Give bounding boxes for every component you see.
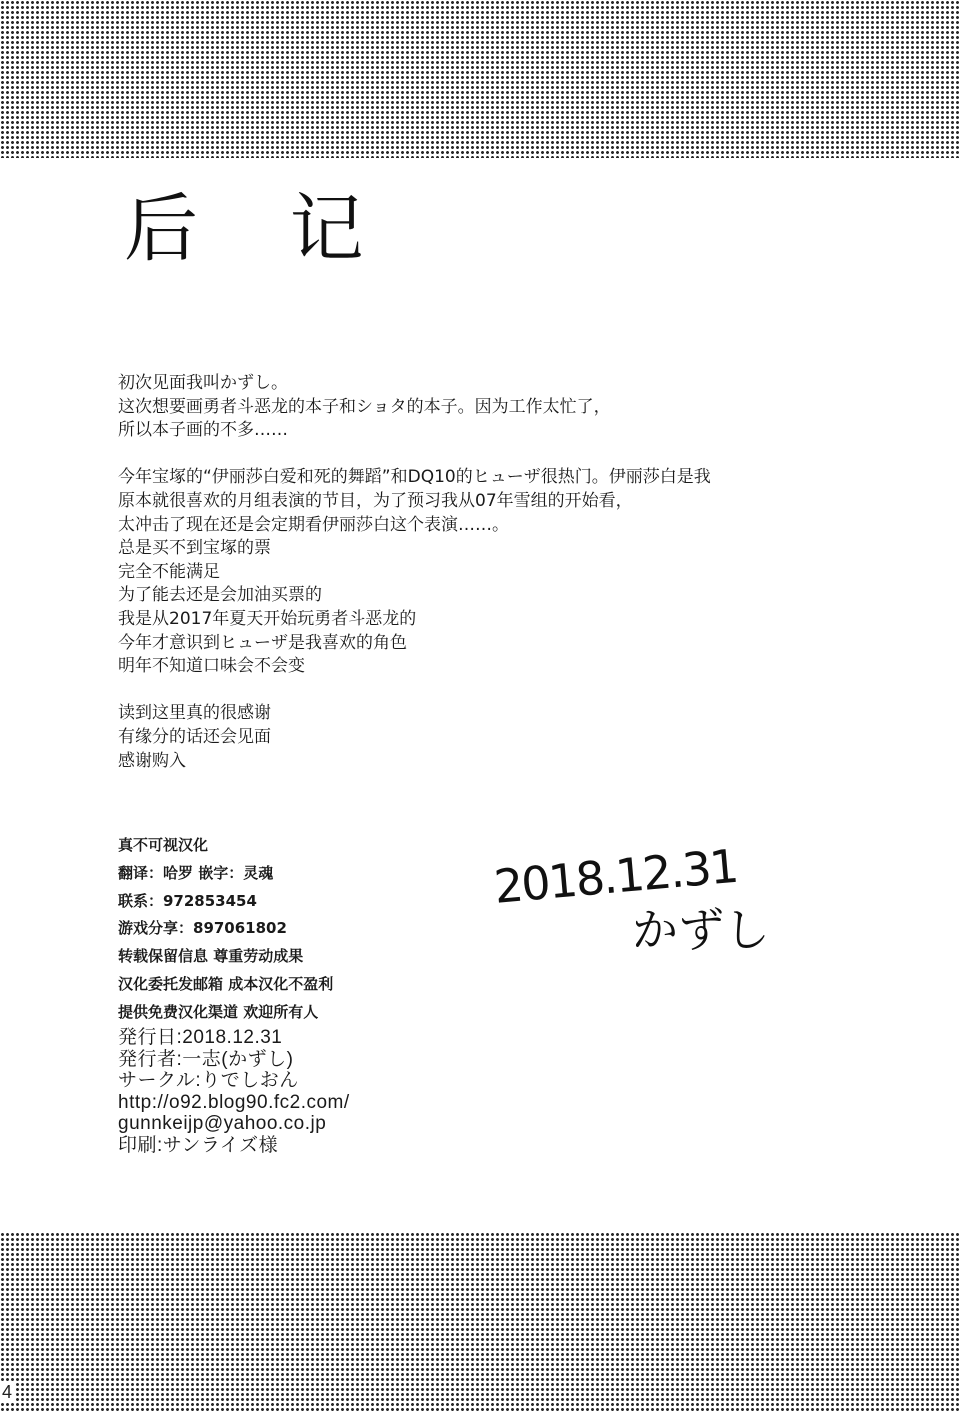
text-line: 完全不能满足 (118, 561, 220, 582)
afterword-text (118, 372, 711, 773)
text-line: 有缘分的话还会见面 (118, 726, 271, 747)
text-line: 我是从2017年夏天开始玩勇者斗恶龙的 (118, 608, 417, 629)
colophon-line: 発行日:2018.12.31 (118, 1027, 283, 1048)
paragraph-gap (118, 443, 711, 467)
colophon-line: サークル:りでしおん (118, 1070, 299, 1091)
signature-name: かずし (632, 903, 770, 957)
credit-line: 联系：972853454 (118, 891, 257, 910)
credit-line: 翻译：哈罗 嵌字：灵魂 (118, 863, 274, 882)
page-title: 后 记 (124, 186, 398, 272)
text-line: 感谢购入 (118, 750, 186, 771)
text-line: 总是买不到宝塚的票 (118, 538, 271, 559)
text-line: 所以本子画的不多…… (118, 420, 288, 441)
credit-line: 转载保留信息 尊重劳动成果 (118, 947, 304, 966)
colophon-url: http://o92.blog90.fc2.com/ (118, 1091, 350, 1113)
credit-line: 提供免费汉化渠道 欢迎所有人 (118, 1002, 319, 1021)
text-line: 原本就很喜欢的月组表演的节目，为了预习我从07年雪组的开始看， (118, 490, 633, 511)
text-line: 明年不知道口味会不会变 (118, 656, 305, 677)
text-line: 初次见面我叫かずし。 (118, 373, 288, 393)
page-number: 4 (2, 1382, 13, 1402)
signature-date: 2018.12.31 (492, 838, 740, 914)
credit-line: 真不可视汉化 (118, 836, 209, 854)
halftone-band-bottom (0, 1232, 960, 1412)
text-line: 今年宝塚的“伊丽莎白爱和死的舞蹈”和DQ10的ヒューザ很热门。伊丽莎白是我 (118, 467, 711, 488)
translation-credits (118, 832, 333, 1027)
text-line: 读到这里真的很感谢 (118, 703, 271, 724)
text-line: 为了能去还是会加油买票的 (118, 585, 322, 606)
halftone-band-top (0, 0, 960, 158)
handwritten-signature (492, 838, 792, 958)
colophon-line: 発行者:一志(かずし) (118, 1048, 294, 1070)
colophon-line: 印刷:サンライズ様 (118, 1134, 279, 1156)
text-line: 今年才意识到ヒューザ是我喜欢的角色 (118, 632, 407, 653)
colophon-email: gunnkeijp@yahoo.co.jp (118, 1113, 327, 1134)
text-line: 这次想要画勇者斗恶龙的本子和ショタ的本子。因为工作太忙了， (118, 396, 611, 417)
text-line: 太冲击了现在还是会定期看伊丽莎白这个表演……。 (118, 514, 509, 535)
credit-line: 汉化委托发邮箱 成本汉化不盈利 (118, 974, 334, 993)
paragraph-gap (118, 679, 711, 703)
credit-line: 游戏分享：897061802 (118, 919, 287, 938)
colophon (118, 1027, 350, 1156)
